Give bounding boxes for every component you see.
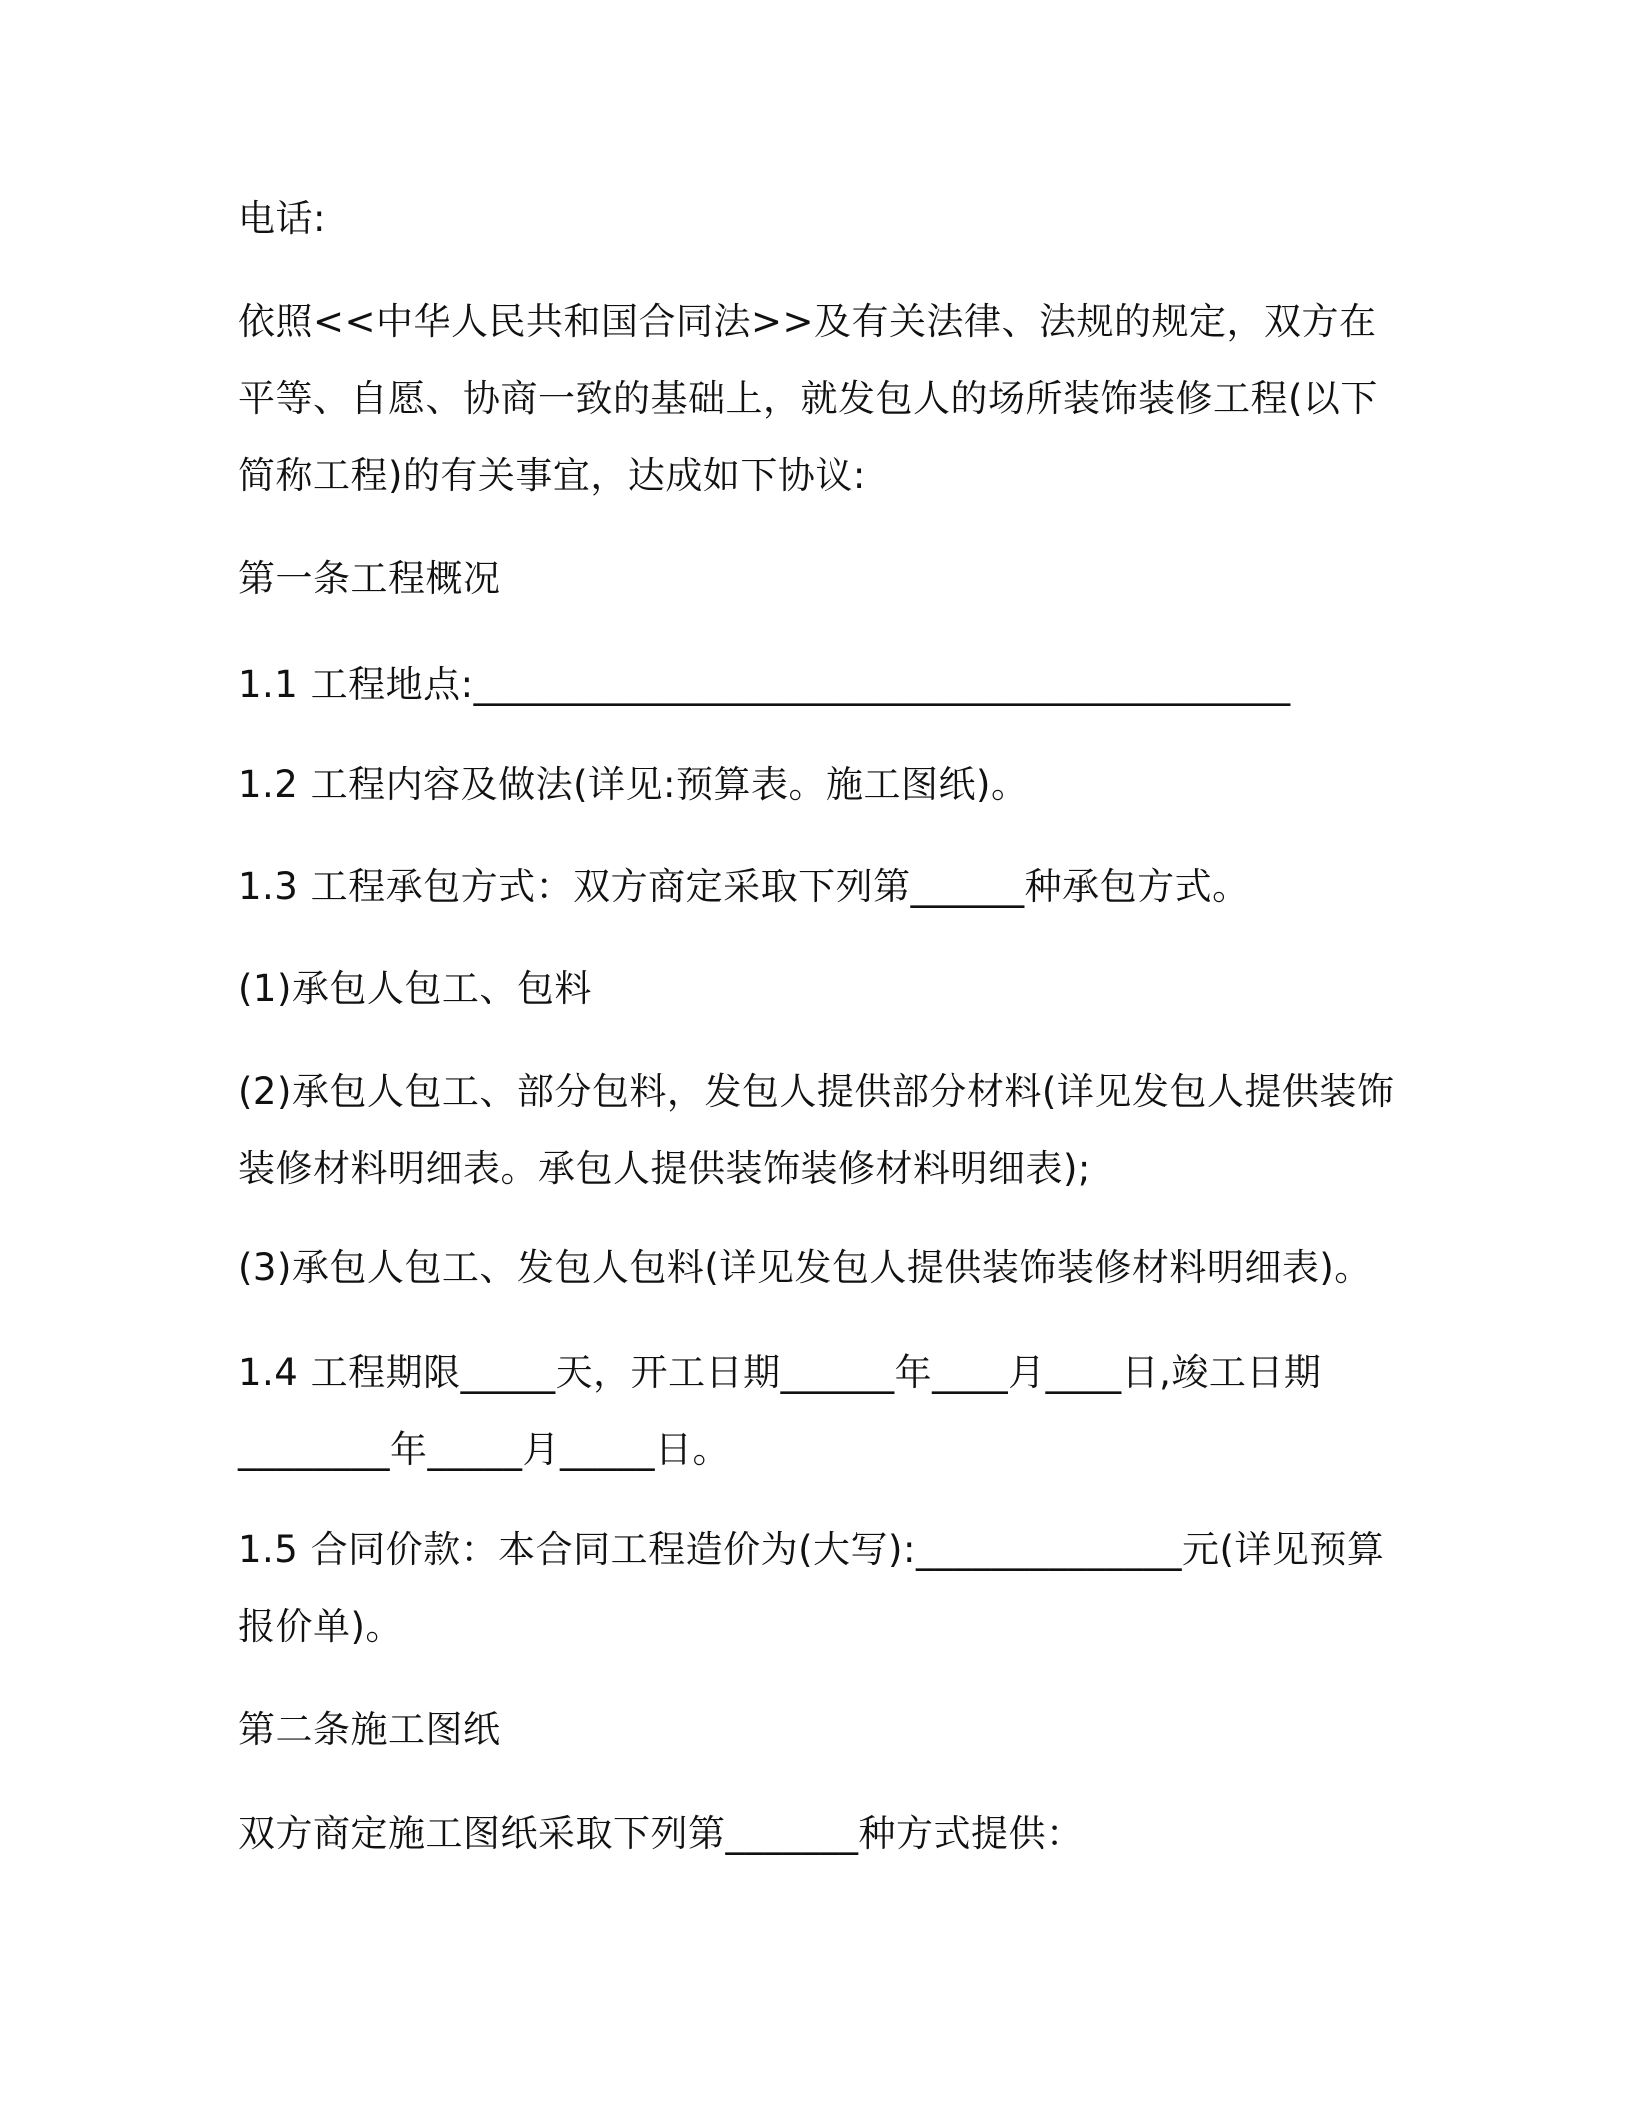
intro-paragraph: 依照<<中华人民共和国合同法>>及有关法律、法规的规定，双方在平等、自愿、协商一致的基础上，就发包人的场所装饰装修工程(以下简称工程)的有关事宜，达成如下协议: <box>238 300 1378 497</box>
phone-label: 电话: <box>238 197 326 240</box>
item-1-3-contract-method: 1.3 工程承包方式：双方商定采取下列第______种承包方式。 <box>238 865 1250 908</box>
item-1-5-price: 1.5 合同价款：本合同工程造价为(大写):______________元(详见预算报价单)。 <box>238 1528 1385 1648</box>
item-1-1-location: 1.1 工程地点:___________________________________________ <box>238 663 1291 706</box>
article-1-title: 第一条工程概况 <box>238 557 501 600</box>
option-2: (2)承包人包工、部分包料，发包人提供部分材料(详见发包人提供装饰装修材料明细表。承包人提供装饰装修材料明细表); <box>238 1070 1395 1190</box>
article-2-title: 第二条施工图纸 <box>238 1708 501 1751</box>
item-1-4-schedule: 1.4 工程期限_____天，开工日期______年____月____日,竣工日期________年_____月_____日。 <box>238 1351 1322 1471</box>
article-2-text: 双方商定施工图纸采取下列第_______种方式提供： <box>238 1812 1084 1855</box>
item-1-2-content: 1.2 工程内容及做法(详见:预算表。施工图纸)。 <box>238 763 1029 806</box>
option-1: (1)承包人包工、包料 <box>238 967 592 1010</box>
option-3: (3)承包人包工、发包人包料(详见发包人提供装饰装修材料明细表)。 <box>238 1246 1372 1289</box>
